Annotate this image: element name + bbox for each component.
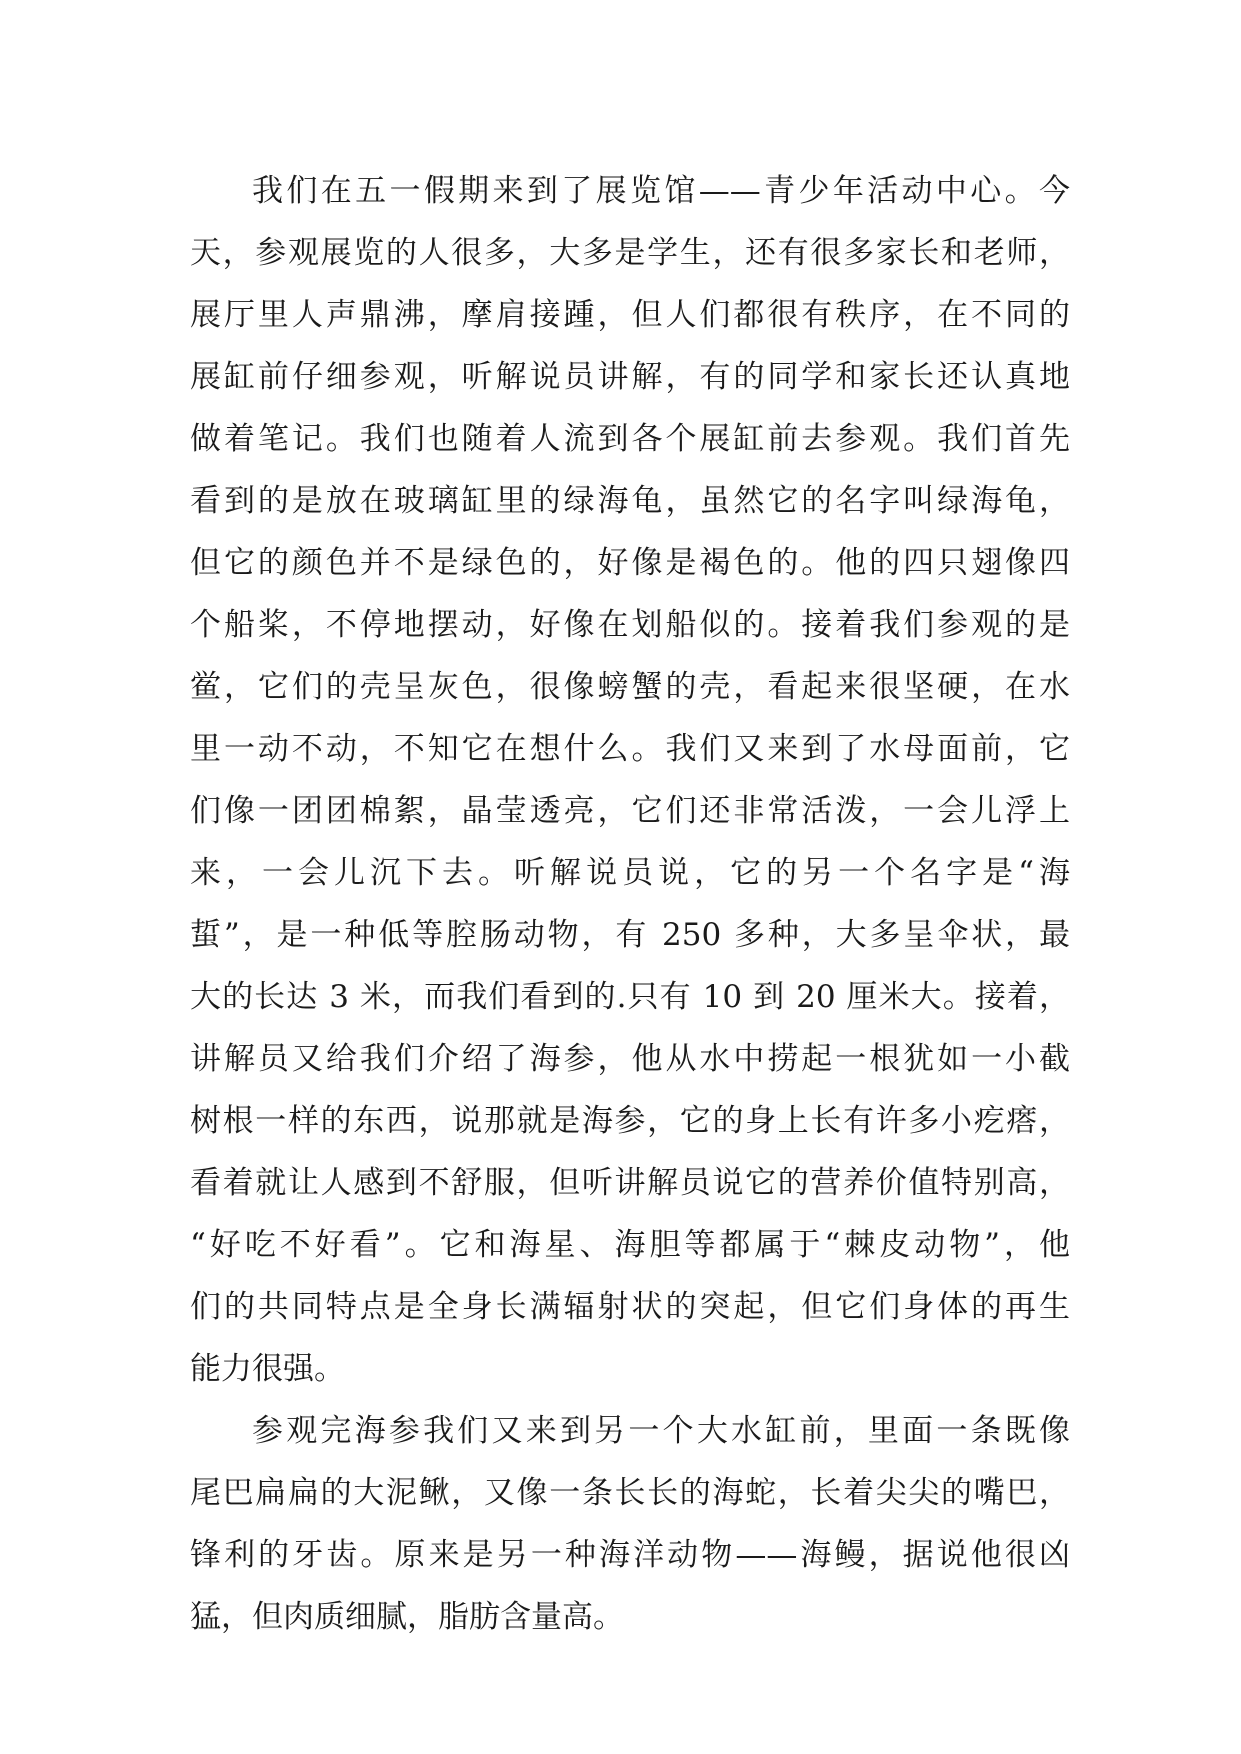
paragraph-2 [190,1400,1070,1648]
text-line: 们像一团团棉絮，晶莹透亮，它们还非常活泼，一会儿浮上 [190,793,1070,829]
text-line: 们的共同特点是全身长满辐射状的突起，但它们身体的再生 [190,1289,1070,1325]
text-line: 猛，但肉质细腻，脂肪含量高。 [190,1599,624,1635]
text-line: 看着就让人感到不舒服，但听讲解员说它的营养价值特别高， [190,1165,1070,1201]
text-line: 天，参观展览的人很多，大多是学生，还有很多家长和老师， [190,235,1070,271]
text-line: “好吃不好看”。它和海星、海胆等都属于“棘皮动物”，他 [190,1227,1070,1263]
text-line: 锋利的牙齿。原来是另一种海洋动物——海鳗，据说他很凶 [190,1537,1070,1573]
text-line: 展厅里人声鼎沸，摩肩接踵，但人们都很有秩序，在不同的 [190,297,1070,333]
text-line: 鲎，它们的壳呈灰色，很像螃蟹的壳，看起来很坚硬，在水 [190,669,1070,705]
text-line: 我们在五一假期来到了展览馆——青少年活动中心。今 [252,173,1070,209]
paragraph-1 [190,160,1070,1400]
text-line: 但它的颜色并不是绿色的，好像是褐色的。他的四只翅像四 [190,545,1070,581]
text-line: 树根一样的东西，说那就是海参，它的身上长有许多小疙瘩， [190,1103,1070,1139]
text-line: 讲解员又给我们介绍了海参，他从水中捞起一根犹如一小截 [190,1041,1070,1077]
text-line: 做着笔记。我们也随着人流到各个展缸前去参观。我们首先 [190,421,1070,457]
article-body [190,160,1070,1648]
text-line: 个船桨，不停地摆动，好像在划船似的。接着我们参观的是 [190,607,1070,643]
text-line: 看到的是放在玻璃缸里的绿海龟，虽然它的名字叫绿海龟， [190,483,1070,519]
text-line: 来，一会儿沉下去。听解说员说，它的另一个名字是“海 [190,855,1070,891]
text-line: 里一动不动，不知它在想什么。我们又来到了水母面前，它 [190,731,1070,767]
text-line: 能力很强。 [190,1351,345,1387]
text-line: 大的长达 3 米，而我们看到的.只有 10 到 20 厘米大。接着， [190,979,1070,1015]
text-line: 尾巴扁扁的大泥鳅，又像一条长长的海蛇，长着尖尖的嘴巴， [190,1475,1070,1511]
text-line: 参观完海参我们又来到另一个大水缸前，里面一条既像 [252,1413,1070,1449]
text-line: 展缸前仔细参观，听解说员讲解，有的同学和家长还认真地 [190,359,1070,395]
text-line: 蜇”，是一种低等腔肠动物，有 250 多种，大多呈伞状，最 [190,917,1070,953]
